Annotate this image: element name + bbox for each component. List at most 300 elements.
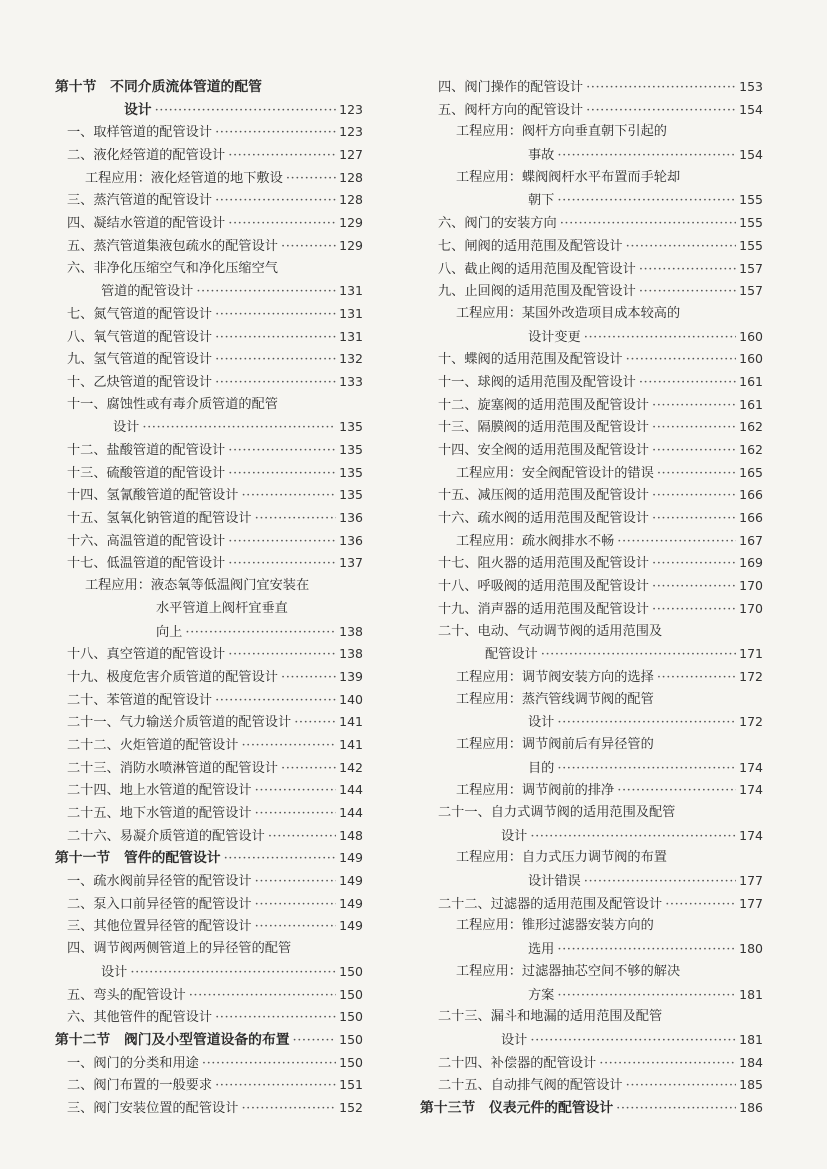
toc-leader-dots (228, 644, 336, 667)
toc-entry (420, 961, 763, 984)
toc-leader-dots (255, 871, 337, 894)
toc-entry-title: 十四、安全阀的适用范围及配管设计 (438, 443, 649, 458)
toc-entry (420, 1006, 763, 1029)
toc-entry-title: 四、阀门操作的配管设计 (438, 80, 584, 95)
toc-entry (420, 280, 763, 303)
toc-entry (55, 258, 363, 281)
toc-entry-title: 工程应用：阀杆方向垂直朝下引起的 (456, 124, 667, 140)
toc-page-number: 181 (739, 1031, 763, 1047)
toc-page-number: 149 (339, 918, 363, 934)
toc-page-number: 155 (739, 237, 763, 253)
toc-entry (420, 847, 763, 870)
toc-page-number: 129 (339, 237, 363, 253)
toc-leader-dots (255, 894, 337, 917)
toc-entry (420, 303, 763, 326)
toc-entry-title: 工程应用：某国外改造项目成本较高的 (456, 305, 681, 321)
toc-leader-dots (224, 848, 337, 871)
toc-leader-dots (639, 281, 736, 304)
toc-entry (55, 643, 363, 666)
toc-leader-dots (215, 690, 336, 713)
toc-leader-dots (185, 622, 336, 645)
toc-leader-dots (541, 644, 736, 667)
toc-entry-title: 十二、盐酸管道的配管设计 (67, 443, 226, 458)
toc-entry (420, 802, 763, 825)
toc-entry-title: 设计错误 (528, 874, 581, 890)
toc-page-number: 161 (739, 373, 763, 389)
toc-leader-dots (130, 962, 336, 985)
toc-leader-dots (657, 667, 736, 690)
toc-entry (55, 235, 363, 258)
toc-leader-dots (617, 780, 736, 803)
toc-entry (420, 121, 763, 144)
toc-page-number: 150 (339, 1031, 363, 1047)
toc-page-number: 138 (339, 623, 363, 639)
toc-page-number: 180 (739, 941, 763, 957)
toc-entry (55, 893, 363, 916)
toc-entry-title: 二十三、漏斗和地漏的适用范围及配管 (438, 1009, 663, 1025)
toc-entry (420, 938, 763, 961)
toc-page-number: 174 (739, 827, 763, 843)
toc-page-number: 141 (339, 714, 363, 730)
toc-leader-dots (557, 190, 736, 213)
toc-entry-title: 第十二节 阀门及小型管道设备的布置 (55, 1031, 290, 1048)
toc-entry-title: 十一、球阀的适用范围及配管设计 (438, 374, 636, 390)
toc-leader-dots (557, 758, 736, 781)
toc-section-heading (55, 76, 363, 99)
toc-entry (55, 915, 363, 938)
toc-leader-dots (255, 508, 337, 531)
toc-entry (55, 1006, 363, 1029)
toc-entry-title: 二十一、气力输送介质管道的配管设计 (67, 715, 292, 731)
toc-leader-dots (652, 395, 736, 418)
toc-entry-title: 二十三、消防水喷淋管道的配管设计 (67, 760, 278, 776)
toc-entry-title: 四、调节阀两侧管道上的异径管的配管 (67, 941, 292, 957)
toc-entry-title: 二、阀门布置的一般要求 (67, 1078, 213, 1094)
toc-page-number: 131 (339, 328, 363, 344)
toc-entry (420, 348, 763, 371)
toc-leader-dots (215, 1007, 336, 1030)
toc-entry (55, 530, 363, 553)
toc-leader-dots (255, 780, 337, 803)
toc-page-number: 153 (739, 79, 763, 94)
toc-entry-title: 十二、旋塞阀的适用范围及配管设计 (438, 397, 649, 413)
toc-entry-title: 方案 (528, 987, 555, 1003)
toc-leader-dots (617, 531, 736, 554)
toc-page-number: 184 (739, 1054, 763, 1070)
toc-leader-dots (241, 485, 336, 508)
toc-leader-dots (215, 327, 336, 350)
toc-page-number: 135 (339, 487, 363, 503)
toc-entry (55, 99, 363, 122)
toc-entry (420, 439, 763, 462)
toc-leader-dots (189, 985, 336, 1008)
toc-entry-title: 水平管道上阀杆宜垂直 (156, 600, 288, 616)
toc-entry (55, 167, 363, 190)
toc-entry-title: 二十六、易凝介质管道的配管设计 (67, 828, 265, 844)
toc-entry (55, 870, 363, 893)
toc-leader-dots (215, 304, 336, 327)
toc-entry (420, 507, 763, 530)
toc-leader-dots (228, 463, 336, 486)
toc-entry-title: 第十三节 仪表元件的配管设计 (420, 1099, 614, 1116)
toc-entry (55, 462, 363, 485)
toc-page-number: 185 (739, 1077, 763, 1093)
toc-entry-title: 十六、疏水阀的适用范围及配管设计 (438, 511, 649, 527)
toc-entry (420, 371, 763, 394)
toc-entry (420, 144, 763, 167)
toc-entry (55, 212, 363, 235)
toc-entry-title: 十六、高温管道的配管设计 (67, 533, 226, 549)
toc-entry-title: 设计 (113, 420, 140, 436)
toc-entry-title: 二十五、自动排气阀的配管设计 (438, 1078, 623, 1094)
toc-entry (420, 326, 763, 349)
toc-entry (420, 779, 763, 802)
toc-leader-dots (196, 281, 336, 304)
toc-page-number: 129 (339, 215, 363, 231)
toc-page-number: 140 (339, 691, 363, 707)
toc-entry (420, 893, 763, 916)
toc-page-number: 135 (339, 464, 363, 480)
toc-entry-title: 设计变更 (528, 329, 581, 345)
toc-leader-dots (616, 1098, 736, 1121)
toc-entry (420, 621, 763, 644)
toc-entry (55, 348, 363, 371)
toc-leader-dots (557, 145, 736, 168)
toc-entry (420, 666, 763, 689)
toc-leader-dots (652, 485, 736, 508)
toc-page-number: 144 (339, 782, 363, 798)
toc-entry (420, 598, 763, 621)
toc-page-number: 154 (739, 147, 763, 163)
toc-leader-dots (652, 553, 736, 576)
toc-entry-title: 二十二、过滤器的适用范围及配管设计 (438, 896, 663, 912)
toc-entry-title: 第十节 不同介质流体管道的配管 (55, 79, 262, 95)
toc-leader-dots (215, 190, 336, 213)
toc-entry-title: 工程应用：液化烃管道的地下敷设 (85, 170, 283, 186)
toc-leader-dots (639, 259, 736, 282)
toc-page-number: 144 (339, 805, 363, 820)
toc-leader-dots (215, 122, 336, 145)
toc-entry (420, 189, 763, 212)
toc-entry (420, 167, 763, 190)
toc-entry (420, 462, 763, 485)
toc-entry-title: 工程应用：过滤器抽芯空间不够的解决 (456, 963, 681, 979)
toc-entry-title: 管道的配管设计 (101, 284, 194, 300)
toc-entry (55, 666, 363, 689)
toc-entry-title: 八、氧气管道的配管设计 (67, 329, 213, 345)
toc-page-number: 172 (739, 714, 763, 730)
toc-entry-title: 五、弯头的配管设计 (67, 987, 186, 1003)
toc-entry-title: 十、蝶阀的适用范围及配管设计 (438, 352, 623, 368)
toc-page-number: 171 (739, 646, 763, 662)
toc-page-number: 161 (739, 396, 763, 412)
toc-entry-title: 六、其他管件的配管设计 (67, 1010, 213, 1026)
toc-leader-dots (241, 1098, 336, 1121)
toc-entry-title: 九、止回阀的适用范围及配管设计 (438, 284, 636, 300)
toc-entry (55, 575, 363, 598)
toc-entry-title: 工程应用：调节阀前的排净 (456, 783, 615, 799)
toc-entry-title: 设计 (501, 1032, 528, 1048)
toc-page-number: 167 (739, 532, 763, 548)
toc-entry-title: 四、凝结水管道的配管设计 (67, 216, 226, 232)
toc-page-number: 142 (339, 759, 363, 775)
toc-entry (420, 1074, 763, 1097)
toc-leader-dots (215, 349, 336, 372)
toc-entry-title: 三、蒸汽管道的配管设计 (67, 193, 213, 209)
toc-entry-title: 设计 (101, 964, 128, 980)
toc-entry (55, 303, 363, 326)
toc-entry-title: 朝下 (528, 193, 555, 209)
toc-entry-title: 六、阀门的安装方向 (438, 216, 557, 232)
toc-entry (420, 99, 763, 122)
toc-entry (55, 371, 363, 394)
toc-entry-title: 选用 (528, 942, 555, 958)
toc-entry-title: 二十二、火炬管道的配管设计 (67, 737, 239, 753)
toc-entry-title: 六、非净化压缩空气和净化压缩空气 (67, 260, 278, 276)
toc-leader-dots (626, 236, 737, 259)
toc-entry (420, 689, 763, 712)
toc-leader-dots (652, 576, 736, 599)
toc-page-number: 177 (739, 873, 763, 889)
toc-entry (55, 1052, 363, 1075)
toc-page-number: 169 (739, 555, 763, 571)
toc-entry-title: 九、氢气管道的配管设计 (67, 352, 213, 368)
toc-entry-title: 八、截止阀的适用范围及配管设计 (438, 261, 636, 277)
toc-entry (420, 530, 763, 553)
toc-leader-dots (586, 77, 736, 100)
toc-entry (55, 326, 363, 349)
toc-entry (420, 212, 763, 235)
toc-entry-title: 设计 (501, 828, 528, 844)
toc-leader-dots (652, 440, 736, 463)
toc-entry (420, 258, 763, 281)
toc-entry-title: 二、泵入口前异径管的配管设计 (67, 896, 252, 912)
toc-page-number: 172 (739, 668, 763, 684)
toc-entry-title: 十三、硫酸管道的配管设计 (67, 465, 226, 481)
toc-leader-dots (293, 1030, 337, 1053)
toc-section-heading (420, 1097, 763, 1120)
toc-entry (420, 711, 763, 734)
toc-entry-title: 一、取样管道的配管设计 (67, 125, 213, 141)
toc-entry-title: 十四、氢氰酸管道的配管设计 (67, 488, 239, 504)
toc-entry-title: 第十一节 管件的配管设计 (55, 850, 221, 867)
toc-leader-dots (228, 553, 336, 576)
toc-leader-dots (557, 985, 736, 1008)
toc-page-number: 166 (739, 510, 763, 526)
toc-entry-title: 十三、隔膜阀的适用范围及配管设计 (438, 420, 649, 436)
toc-entry-title: 十九、消声器的适用范围及配管设计 (438, 601, 649, 617)
toc-entry (55, 416, 363, 439)
toc-page-number: 174 (739, 782, 763, 798)
toc-entry (420, 734, 763, 757)
toc-page-number: 132 (339, 351, 363, 367)
toc-page-number: 150 (339, 963, 363, 979)
toc-leader-dots (557, 712, 736, 735)
toc-entry-title: 十七、低温管道的配管设计 (67, 556, 226, 572)
toc-page-number: 155 (739, 215, 763, 231)
toc-entry (420, 825, 763, 848)
toc-left-column (55, 76, 363, 1120)
toc-leader-dots (557, 939, 736, 962)
toc-leader-dots (657, 463, 736, 486)
toc-entry (55, 598, 363, 621)
toc-leader-dots (626, 349, 737, 372)
toc-leader-dots (281, 236, 336, 259)
toc-page-number: 155 (739, 192, 763, 208)
toc-entry (420, 984, 763, 1007)
toc-entry-title: 十九、极度危害介质管道的配管设计 (67, 669, 278, 685)
toc-page-number: 177 (739, 895, 763, 911)
toc-entry (55, 1074, 363, 1097)
toc-page-number: 131 (339, 283, 363, 299)
toc-page-number: 128 (339, 169, 363, 185)
toc-entry-title: 七、氮气管道的配管设计 (67, 306, 213, 322)
toc-entry (420, 643, 763, 666)
toc-entry (420, 552, 763, 575)
toc-page-number: 157 (739, 260, 763, 276)
toc-page-number: 123 (339, 101, 363, 117)
toc-entry-title: 工程应用：锥形过滤器安装方向的 (456, 918, 654, 934)
toc-leader-dots (599, 1053, 736, 1076)
toc-entry-title: 二十四、补偿器的配管设计 (438, 1055, 597, 1071)
toc-entry-title: 工程应用：调节阀前后有异径管的 (456, 736, 654, 752)
toc-leader-dots (639, 372, 736, 395)
toc-entry (55, 1097, 363, 1120)
toc-entry-title: 十一、腐蚀性或有毒介质管道的配管 (67, 396, 278, 412)
toc-page-number: 137 (339, 555, 363, 571)
toc-entry-title: 五、阀杆方向的配管设计 (438, 102, 584, 118)
toc-entry-title: 三、阀门安装位置的配管设计 (67, 1100, 239, 1116)
toc-leader-dots (228, 145, 336, 168)
toc-entry-title: 十五、减压阀的适用范围及配管设计 (438, 488, 649, 504)
toc-section-heading (55, 1029, 363, 1052)
toc-entry (55, 825, 363, 848)
toc-section-heading (55, 847, 363, 870)
toc-entry-title: 七、闸阀的适用范围及配管设计 (438, 238, 623, 254)
toc-leader-dots (255, 803, 337, 826)
toc-entry (420, 76, 763, 99)
toc-page-number: 141 (339, 736, 363, 752)
toc-entry-title: 二十五、地下水管道的配管设计 (67, 806, 252, 821)
toc-entry-title: 十八、呼吸阀的适用范围及配管设计 (438, 579, 649, 595)
toc-page-number: 186 (739, 1099, 763, 1115)
toc-entry (420, 484, 763, 507)
toc-entry-title: 二、液化烃管道的配管设计 (67, 148, 226, 164)
toc-leader-dots (268, 826, 336, 849)
toc-entry (55, 144, 363, 167)
toc-entry-title: 设计 (124, 101, 152, 118)
toc-entry (55, 938, 363, 961)
toc-page-number: 170 (739, 578, 763, 594)
toc-page-number: 174 (739, 759, 763, 775)
toc-page-number: 131 (339, 305, 363, 321)
toc-entry (420, 1029, 763, 1052)
toc-leader-dots (584, 327, 736, 350)
toc-page-number: 150 (339, 1054, 363, 1070)
toc-entry (55, 734, 363, 757)
toc-entry-title: 工程应用：安全阀配管设计的错误 (456, 465, 654, 481)
toc-entry (55, 961, 363, 984)
toc-leader-dots (530, 826, 736, 849)
toc-leader-dots (215, 1075, 336, 1098)
toc-leader-dots (228, 440, 336, 463)
toc-entry (55, 439, 363, 462)
toc-page-number: 149 (339, 850, 363, 866)
toc-entry (420, 1052, 763, 1075)
toc-entry (55, 280, 363, 303)
toc-right-column (420, 76, 763, 1120)
toc-entry-title: 工程应用：调节阀安装方向的选择 (456, 669, 654, 685)
toc-entry-title: 向上 (156, 624, 183, 640)
toc-page-number: 170 (739, 600, 763, 616)
toc-page-number: 139 (339, 668, 363, 684)
toc-leader-dots (155, 100, 337, 123)
toc-page-number: 128 (339, 192, 363, 208)
toc-leader-dots (228, 213, 336, 236)
toc-entry (420, 235, 763, 258)
toc-entry (55, 484, 363, 507)
toc-entry-title: 目的 (528, 760, 555, 776)
toc-page-number: 151 (339, 1077, 363, 1093)
toc-page-number: 162 (739, 442, 763, 457)
toc-entry-title: 十、乙炔管道的配管设计 (67, 374, 213, 390)
toc-leader-dots (228, 531, 336, 554)
toc-page-number: 149 (339, 895, 363, 911)
toc-page-number: 123 (339, 124, 363, 140)
toc-leader-dots (665, 894, 736, 917)
toc-leader-dots (560, 213, 736, 236)
toc-leader-dots (215, 372, 336, 395)
toc-entry (420, 394, 763, 417)
toc-page-number: 157 (739, 283, 763, 299)
toc-page-number: 138 (339, 646, 363, 662)
toc-entry-title: 工程应用：自力式压力调节阀的布置 (456, 850, 667, 866)
toc-page-number: 149 (339, 873, 363, 889)
toc-leader-dots (241, 735, 336, 758)
toc-page-number: 148 (339, 827, 363, 843)
toc-page-number: 127 (339, 147, 363, 163)
toc-entry-title: 三、其他位置异径管的配管设计 (67, 919, 252, 935)
toc-entry-title: 配管设计 (485, 647, 538, 663)
toc-entry-title: 二十四、地上水管道的配管设计 (67, 783, 252, 799)
toc-entry (420, 575, 763, 598)
toc-entry (55, 757, 363, 780)
toc-leader-dots (626, 1075, 737, 1098)
toc-entry (420, 416, 763, 439)
toc-leader-dots (652, 599, 736, 622)
toc-page-number: 150 (339, 1009, 363, 1025)
toc-entry-title: 五、蒸汽管道集液包疏水的配管设计 (67, 238, 278, 254)
toc-leader-dots (202, 1053, 336, 1076)
toc-entry (55, 779, 363, 802)
toc-page-number: 166 (739, 487, 763, 503)
toc-entry-title: 工程应用：蝶阀阀杆水平布置而手轮却 (456, 169, 681, 185)
toc-entry-title: 工程应用：蒸汽管线调节阀的配管 (456, 691, 654, 707)
toc-page-number: 165 (739, 464, 763, 480)
toc-leader-dots (281, 667, 336, 690)
toc-entry-title: 二十、苯管道的配管设计 (67, 692, 213, 708)
toc-page-number: 135 (339, 419, 363, 435)
toc-entry-title: 工程应用：疏水阀排水不畅 (456, 533, 615, 549)
toc-leader-dots (294, 712, 336, 735)
toc-entry (55, 689, 363, 712)
toc-page-number: 152 (339, 1099, 363, 1115)
toc-entry (55, 711, 363, 734)
toc-entry (55, 621, 363, 644)
toc-entry (55, 189, 363, 212)
toc-entry-title: 十八、真空管道的配管设计 (67, 647, 226, 663)
toc-entry (55, 984, 363, 1007)
